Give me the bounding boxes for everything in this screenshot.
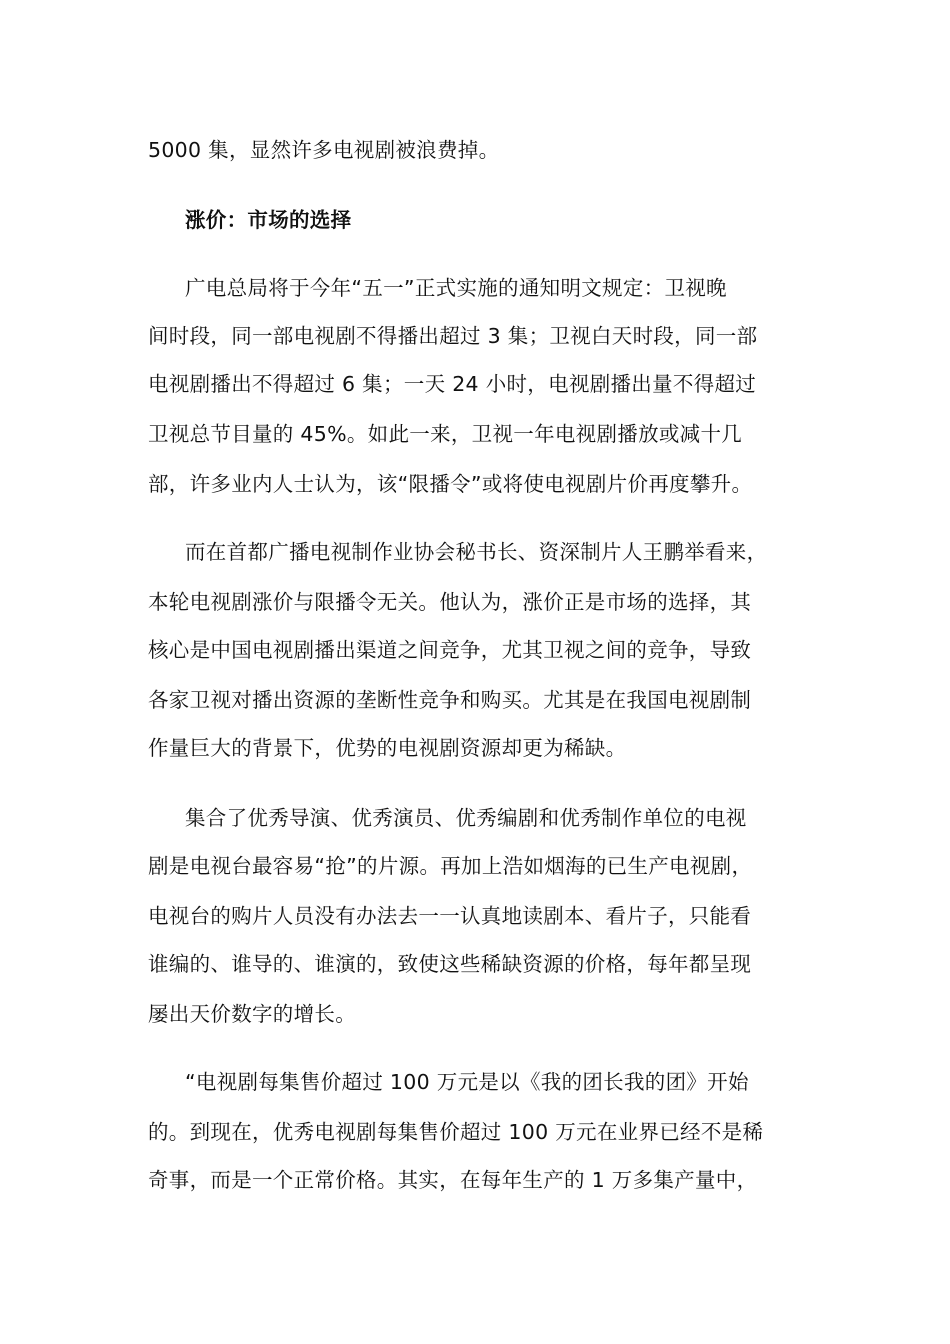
paragraph-line: 核心是中国电视剧播出渠道之间竞争，尤其卫视之间的竞争，导致 (148, 638, 752, 662)
paragraph-line: 5000 集，显然许多电视剧被浪费掉。 (148, 138, 500, 162)
paragraph-line: 作量巨大的背景下，优势的电视剧资源却更为稀缺。 (148, 736, 627, 760)
paragraph-line: 奇事，而是一个正常价格。其实，在每年生产的 1 万多集产量中， (148, 1168, 758, 1192)
paragraph-line: 间时段，同一部电视剧不得播出超过 3 集；卫视白天时段，同一部 (148, 324, 758, 348)
paragraph-line: 的。到现在，优秀电视剧每集售价超过 100 万元在业界已经不是稀 (148, 1120, 764, 1144)
paragraph-line: 本轮电视剧涨价与限播令无关。他认为，涨价正是市场的选择，其 (148, 590, 752, 614)
paragraph-line: 电视剧播出不得超过 6 集；一天 24 小时，电视剧播出量不得超过 (148, 372, 757, 396)
paragraph-line: 而在首都广播电视制作业协会秘书长、资深制片人王鹏举看来， (185, 540, 768, 564)
paragraph-line: 卫视总节目量的 45%。如此一来，卫视一年电视剧播放或减十几 (148, 422, 743, 446)
paragraph-line: 部，许多业内人士认为，该“限播令”或将使电视剧片价再度攀升。 (148, 472, 753, 496)
paragraph-line: 剧是电视台最容易“抢”的片源。再加上浩如烟海的已生产电视剧， (148, 854, 753, 878)
section-heading: 涨价：市场的选择 (185, 208, 352, 232)
paragraph-line: 集合了优秀导演、优秀演员、优秀编剧和优秀制作单位的电视 (185, 806, 747, 830)
paragraph-line: “电视剧每集售价超过 100 万元是以《我的团长我的团》开始 (185, 1070, 749, 1094)
paragraph-line: 广电总局将于今年“五一”正式实施的通知明文规定：卫视晚 (185, 276, 727, 300)
paragraph-line: 电视台的购片人员没有办法去一一认真地读剧本、看片子，只能看 (148, 904, 752, 928)
paragraph-line: 谁编的、谁导的、谁演的，致使这些稀缺资源的价格，每年都呈现 (148, 952, 752, 976)
paragraph-line: 屡出天价数字的增长。 (148, 1002, 356, 1026)
paragraph-line: 各家卫视对播出资源的垄断性竞争和购买。尤其是在我国电视剧制 (148, 688, 752, 712)
